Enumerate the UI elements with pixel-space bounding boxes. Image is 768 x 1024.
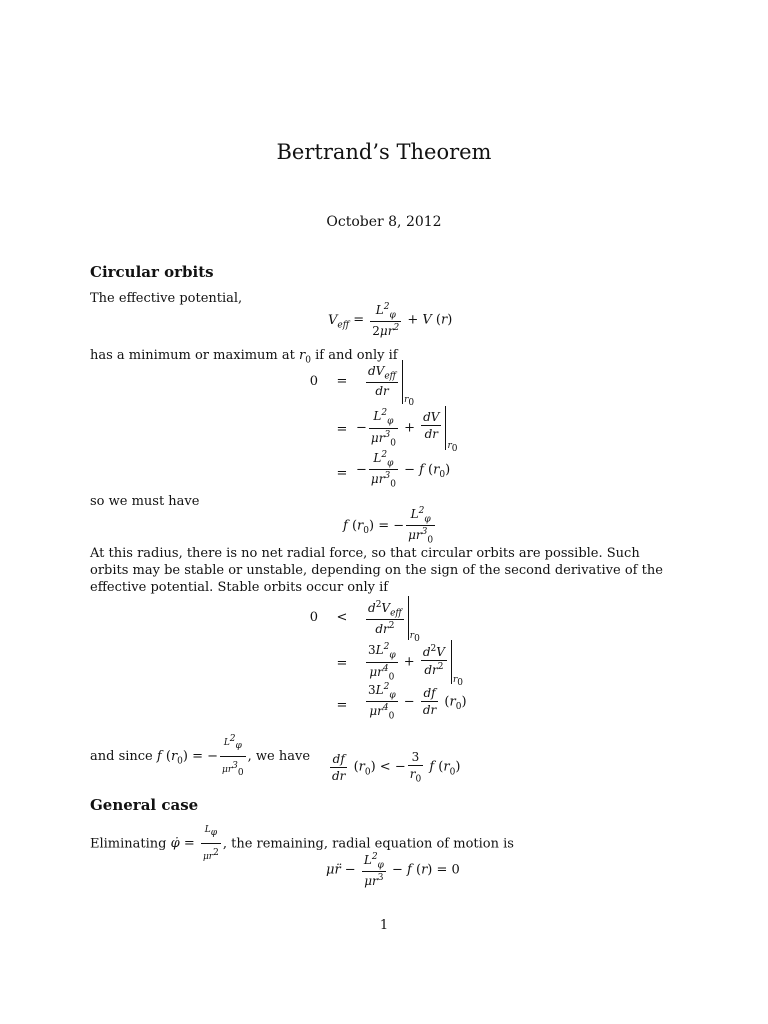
paragraph-eliminating: Eliminating φ̇ = $\frac{L_\varphi}{\mu r^2}$ , the remaining, radial equation of motion is	[90, 822, 680, 866]
paragraph-effective-potential: The effective potential,	[90, 291, 243, 306]
paragraph-must-have: so we must have	[90, 494, 200, 509]
paragraph-min-max: has a minimum or maximum at $r_0$ if and only if	[90, 348, 398, 366]
page-title: Bertrand’s Theorem	[276, 140, 492, 164]
paragraph-stability: At this radius, there is no net radial force, so that circular orbits are possible. Such orbits may be stable or unstable, depending on the sign of the second derivative of the effective potential. Stable orbits occur only if	[90, 546, 663, 595]
equation-effective-potential: $V_{eff}$ = $\frac{L^2_\varphi}{2\mu r^2}$ + V (r)	[328, 302, 453, 339]
page-number: 1	[379, 918, 389, 933]
equation-radial-motion: μr̈ − $\frac{L^2_\varphi}{\mu r^3}$ − f (r) = 0	[326, 852, 460, 889]
equation-force-balance: f $(r_0)$ = − $\frac{L^2_\varphi}{\mu r^3_0}$	[343, 506, 434, 546]
section-heading-general-case: General case	[90, 796, 199, 814]
paragraph-and-since: and since f $(r_0)$ = − $\frac{L^2_\varphi}{\mu r^3_0}$ , we have	[90, 731, 680, 782]
section-heading-circular-orbits: Circular orbits	[90, 263, 214, 281]
equation-stability-condition: $\frac{df}{dr}$ $(r_0)$ < − $\frac{3}{r_0}$ f $(r_0)$	[332, 750, 461, 785]
document-date: October 8, 2012	[326, 214, 442, 230]
